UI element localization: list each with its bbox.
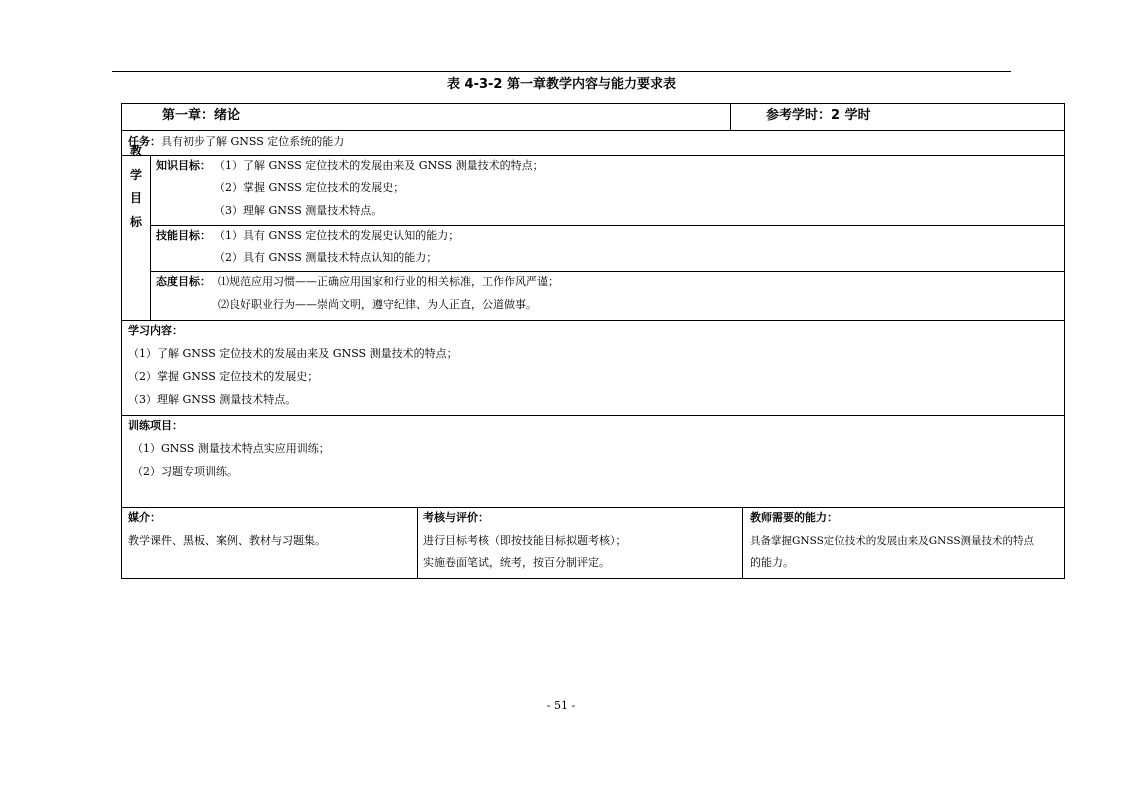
- row-divider: [122, 507, 1064, 508]
- attitude-label: 态度目标：: [156, 275, 211, 288]
- content-item: （3）理解 GNSS 测量技术特点。: [128, 393, 297, 406]
- objectives-side-label: [129, 140, 143, 234]
- task-text: 具有初步了解 GNSS 定位系统的能力: [161, 135, 345, 148]
- content-label: 学习内容：: [128, 324, 183, 337]
- attitude-item: ⑵良好职业行为——崇尚文明，遵守纪律、为人正直，公道做事。: [218, 298, 537, 311]
- skill-item: （2）具有 GNSS 测量技术特点认知的能力；: [214, 251, 438, 264]
- knowledge-item: （2）掌握 GNSS 定位技术的发展史；: [214, 181, 405, 194]
- row-divider: [122, 320, 1064, 321]
- assessment-label: 考核与评价：: [423, 511, 489, 524]
- skill-label: 技能目标：: [156, 229, 211, 242]
- side-char: 教: [129, 144, 142, 158]
- teacher-ability-label: 教师需要的能力：: [750, 511, 838, 524]
- media-label: 媒介：: [128, 511, 161, 524]
- knowledge-item: （3）理解 GNSS 测量技术特点。: [214, 204, 383, 217]
- row-divider: [122, 130, 1064, 131]
- column-divider: [742, 507, 743, 579]
- knowledge-label: 知识目标：: [156, 159, 211, 172]
- row-divider: [150, 225, 1064, 226]
- media-text: 教学课件、黑板、案例、教材与习题集。: [128, 534, 326, 547]
- table-caption: 表 4-3-2 第一章教学内容与能力要求表: [447, 77, 676, 92]
- teaching-content-table: [121, 103, 1065, 579]
- training-label: 训练项目：: [128, 419, 183, 432]
- top-rule: [112, 71, 1011, 72]
- side-char: 标: [129, 214, 142, 229]
- training-item: （2）习题专项训练。: [132, 465, 238, 478]
- column-divider: [150, 155, 151, 320]
- row-divider: [122, 155, 1064, 156]
- content-item: （2）掌握 GNSS 定位技术的发展史；: [128, 370, 319, 383]
- reference-hours: 参考学时：2 学时: [766, 108, 871, 123]
- assessment-item: 进行目标考核（即按技能目标拟题考核）；: [423, 534, 627, 547]
- column-divider: [730, 104, 731, 130]
- content-item: （1）了解 GNSS 定位技术的发展由来及 GNSS 测量技术的特点；: [128, 347, 458, 360]
- task-row: [128, 135, 344, 149]
- teacher-ability-item: 具备掌握GNSS定位技术的发展由来及GNSS测量技术的特点: [750, 535, 1035, 547]
- skill-item: （1）具有 GNSS 定位技术的发展史认知的能力；: [214, 229, 460, 242]
- training-item: （1）GNSS 测量技术特点实应用训练；: [132, 442, 330, 455]
- assessment-item: 实施卷面笔试，统考，按百分制评定。: [423, 556, 610, 569]
- column-divider: [417, 507, 418, 579]
- side-char: 学: [129, 167, 142, 182]
- teacher-ability-item: 的能力。: [750, 556, 794, 569]
- chapter-title: 第一章：绪论: [162, 108, 241, 123]
- side-char: 目: [129, 191, 142, 205]
- task-label: 任务：: [128, 135, 161, 148]
- row-divider: [122, 415, 1064, 416]
- attitude-item: ⑴规范应用习惯——正确应用国家和行业的相关标准，工作作风严谨；: [218, 275, 559, 288]
- knowledge-item: （1）了解 GNSS 定位技术的发展由来及 GNSS 测量技术的特点；: [214, 159, 544, 172]
- page-number: - 51 -: [546, 699, 576, 712]
- row-divider: [150, 271, 1064, 272]
